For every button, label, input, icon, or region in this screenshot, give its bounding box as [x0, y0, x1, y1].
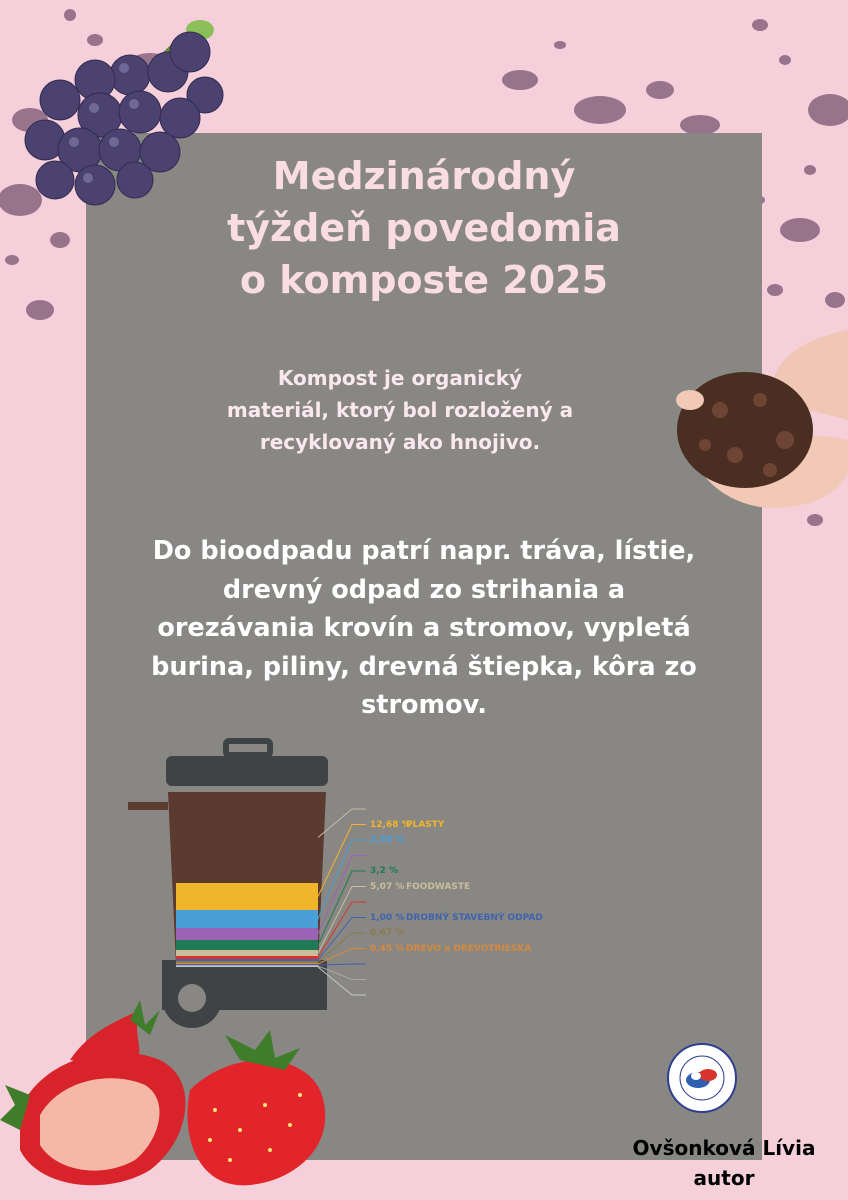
legend-item — [370, 802, 406, 816]
body-line: Do bioodpadu patrí napr. tráva, lístie, — [152, 536, 696, 566]
legend-item — [370, 926, 406, 940]
bin-band — [176, 883, 318, 910]
page-title — [86, 150, 762, 306]
bin-band — [176, 966, 318, 967]
legend-value: 1,00 % — [370, 912, 405, 923]
title-line: Medzinárodný — [272, 154, 576, 198]
bin-band — [176, 963, 318, 964]
legend-value: 3,2 % — [370, 866, 399, 876]
author-name: Ovšonková Lívia — [632, 1136, 816, 1160]
school-logo-icon — [666, 1042, 738, 1114]
legend-item — [370, 988, 406, 1002]
legend-item — [370, 895, 406, 909]
bin-band — [176, 964, 318, 965]
bin-band — [176, 940, 318, 950]
legend-value: 5,07 % — [370, 881, 405, 892]
legend-item — [370, 864, 406, 878]
intro-line: Kompost je organický — [277, 366, 523, 390]
body-line: orezávania krovín a stromov, vypletá — [157, 613, 691, 643]
intro-line: materiál, ktorý bol rozložený a — [226, 398, 574, 422]
title-line: o komposte 2025 — [239, 258, 609, 302]
legend-item — [370, 942, 531, 956]
title-line: týždeň povedomia — [227, 206, 621, 250]
legend-item — [370, 957, 406, 971]
legend-item — [370, 973, 406, 987]
author-credit — [600, 1133, 848, 1193]
bin-band — [176, 961, 318, 963]
body-line: burina, piliny, drevná štiepka, kôra zo — [151, 651, 697, 682]
legend-label: PLASTY — [406, 819, 445, 830]
legend-value: 0,45 % — [370, 943, 405, 954]
legend-value: 12,68 % — [370, 819, 411, 830]
body-line: drevný odpad zo strihania a — [222, 574, 626, 605]
bin-band — [176, 965, 318, 966]
legend-item — [370, 911, 543, 925]
bin-band — [176, 910, 318, 928]
bin-fill-bands — [176, 883, 318, 967]
legend-value: 0,67 % — [370, 928, 405, 938]
legend-item — [370, 880, 470, 894]
legend-item — [370, 849, 406, 863]
intro-text — [150, 362, 650, 458]
bin-band — [176, 928, 318, 940]
body-line: stromov. — [361, 690, 487, 720]
intro-line: recyklovaný ako hnojivo. — [259, 430, 541, 454]
legend-item — [370, 818, 444, 832]
legend-label: FOODWASTE — [406, 881, 471, 892]
legend-value: 2,98 % — [370, 835, 405, 845]
biowaste-text — [96, 532, 752, 725]
bin-band — [176, 950, 318, 956]
legend-label: DREVO a DREVOTRIESKA — [406, 943, 532, 954]
legend-item — [370, 833, 406, 847]
legend-label: DROBNÝ STAVEBNÝ ODPAD — [406, 912, 543, 923]
bin-band — [176, 959, 318, 961]
bin-band — [176, 956, 318, 959]
author-role: autor — [693, 1166, 755, 1190]
